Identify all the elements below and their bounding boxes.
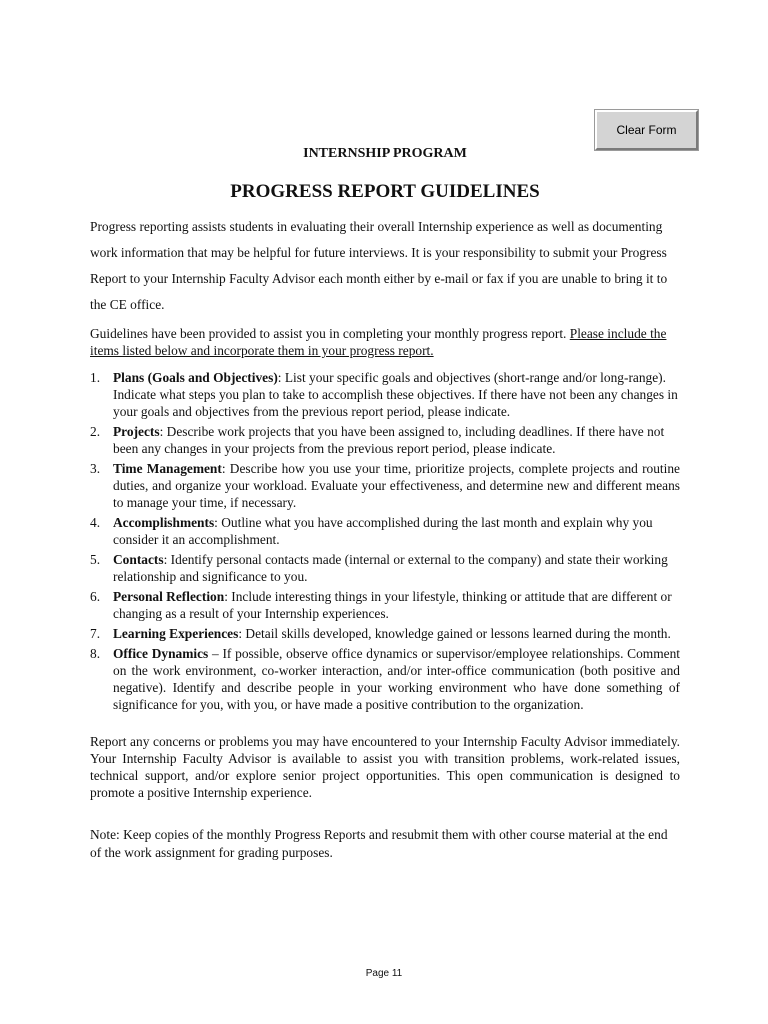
item-number: 5. — [90, 552, 101, 567]
item-title: Projects — [113, 424, 160, 439]
list-item — [90, 551, 680, 585]
item-title: Contacts — [113, 552, 164, 567]
guidelines-underlined-text: Please include the items listed below and incorporate them in your progress report. — [90, 326, 667, 358]
item-number: 3. — [90, 461, 101, 476]
item-text: : Identify personal contacts made (internal or external to the company) and state their working relationship and significance to you. — [113, 552, 668, 584]
item-number: 6. — [90, 589, 101, 604]
page-number: Page 11 — [365, 968, 403, 979]
list-item — [90, 514, 680, 548]
item-title: Learning Experiences — [113, 626, 239, 641]
item-number: 1. — [90, 370, 101, 385]
item-number: 8. — [90, 646, 101, 661]
item-number: 2. — [90, 424, 101, 439]
list-item — [90, 460, 680, 511]
report-paragraph: Report any concerns or problems you may have encountered to your Internship Faculty Advisor immediately. Your Internship Faculty Advisor is available to assist you with transition problems, work-related issues, technical support, and/or explore senior project opportunities. This open communication is designed to promote a positive Internship experience. — [90, 734, 680, 800]
guidelines-text: Guidelines have been provided to assist you in completing your monthly progress report. — [90, 326, 570, 341]
guidelines-paragraph — [90, 325, 680, 359]
item-title: Time Management — [113, 461, 222, 476]
page-title: PROGRESS REPORT GUIDELINES — [230, 181, 540, 202]
list-item — [90, 423, 680, 457]
item-text: : List your specific goals and objectives (short-range and/or long-range). Indicate what steps you plan to take to accomplish these objectives. If there have not been any changes in your goals and objectives from the previous report period, please indicate. — [113, 370, 678, 419]
item-text: : Describe work projects that you have been assigned to, including deadlines. If there have not been any changes in your projects from the previous report period, please indicate. — [113, 424, 665, 456]
item-text: : Outline what you have accomplished during the last month and explain why you consider it an accomplishment. — [113, 515, 653, 547]
item-text: – If possible, observe office dynamics or supervisor/employee relationships. Comment on the work environment, co-worker interaction, and/or inter-office communication (both positive and negative). Identify and describe people in your working environment who have done something of significance for you, with you, or have made a positive contribution to the organization. — [113, 646, 680, 712]
note-paragraph: Note: Keep copies of the monthly Progress Reports and resubmit them with other course material at the end of the work assignment for grading purposes. — [90, 827, 668, 860]
program-heading: INTERNSHIP PROGRAM — [303, 146, 467, 161]
item-text: : Describe how you use your time, prioritize projects, complete projects and routine duties, and organize your workload. Evaluate your effectiveness, and determine new and different means to manage your time, if necessary. — [113, 461, 680, 510]
intro-paragraph: Progress reporting assists students in evaluating their overall Internship experience as well as documenting work information that may be helpful for future interviews. It is your responsibility to submit your Progress Report to your Internship Faculty Advisor each month either by e-mail or fax if you are unable to bring it to the CE office. — [90, 219, 668, 312]
list-item — [90, 369, 680, 420]
clear-form-button[interactable]: Clear Form — [595, 110, 698, 150]
item-number: 4. — [90, 515, 101, 530]
item-number: 7. — [90, 626, 101, 641]
list-item — [90, 625, 680, 642]
item-title: Accomplishments — [113, 515, 215, 530]
item-text: : Include interesting things in your lifestyle, thinking or attitude that are different or changing as a result of your Internship experiences. — [113, 589, 672, 621]
list-item — [90, 588, 680, 622]
item-title: Personal Reflection — [113, 589, 225, 604]
item-title: Plans (Goals and Objectives) — [113, 370, 278, 385]
list-item — [90, 645, 680, 713]
guideline-list — [90, 369, 680, 713]
item-text: : Detail skills developed, knowledge gained or lessons learned during the month. — [238, 626, 671, 641]
item-title: Office Dynamics — [113, 646, 209, 661]
